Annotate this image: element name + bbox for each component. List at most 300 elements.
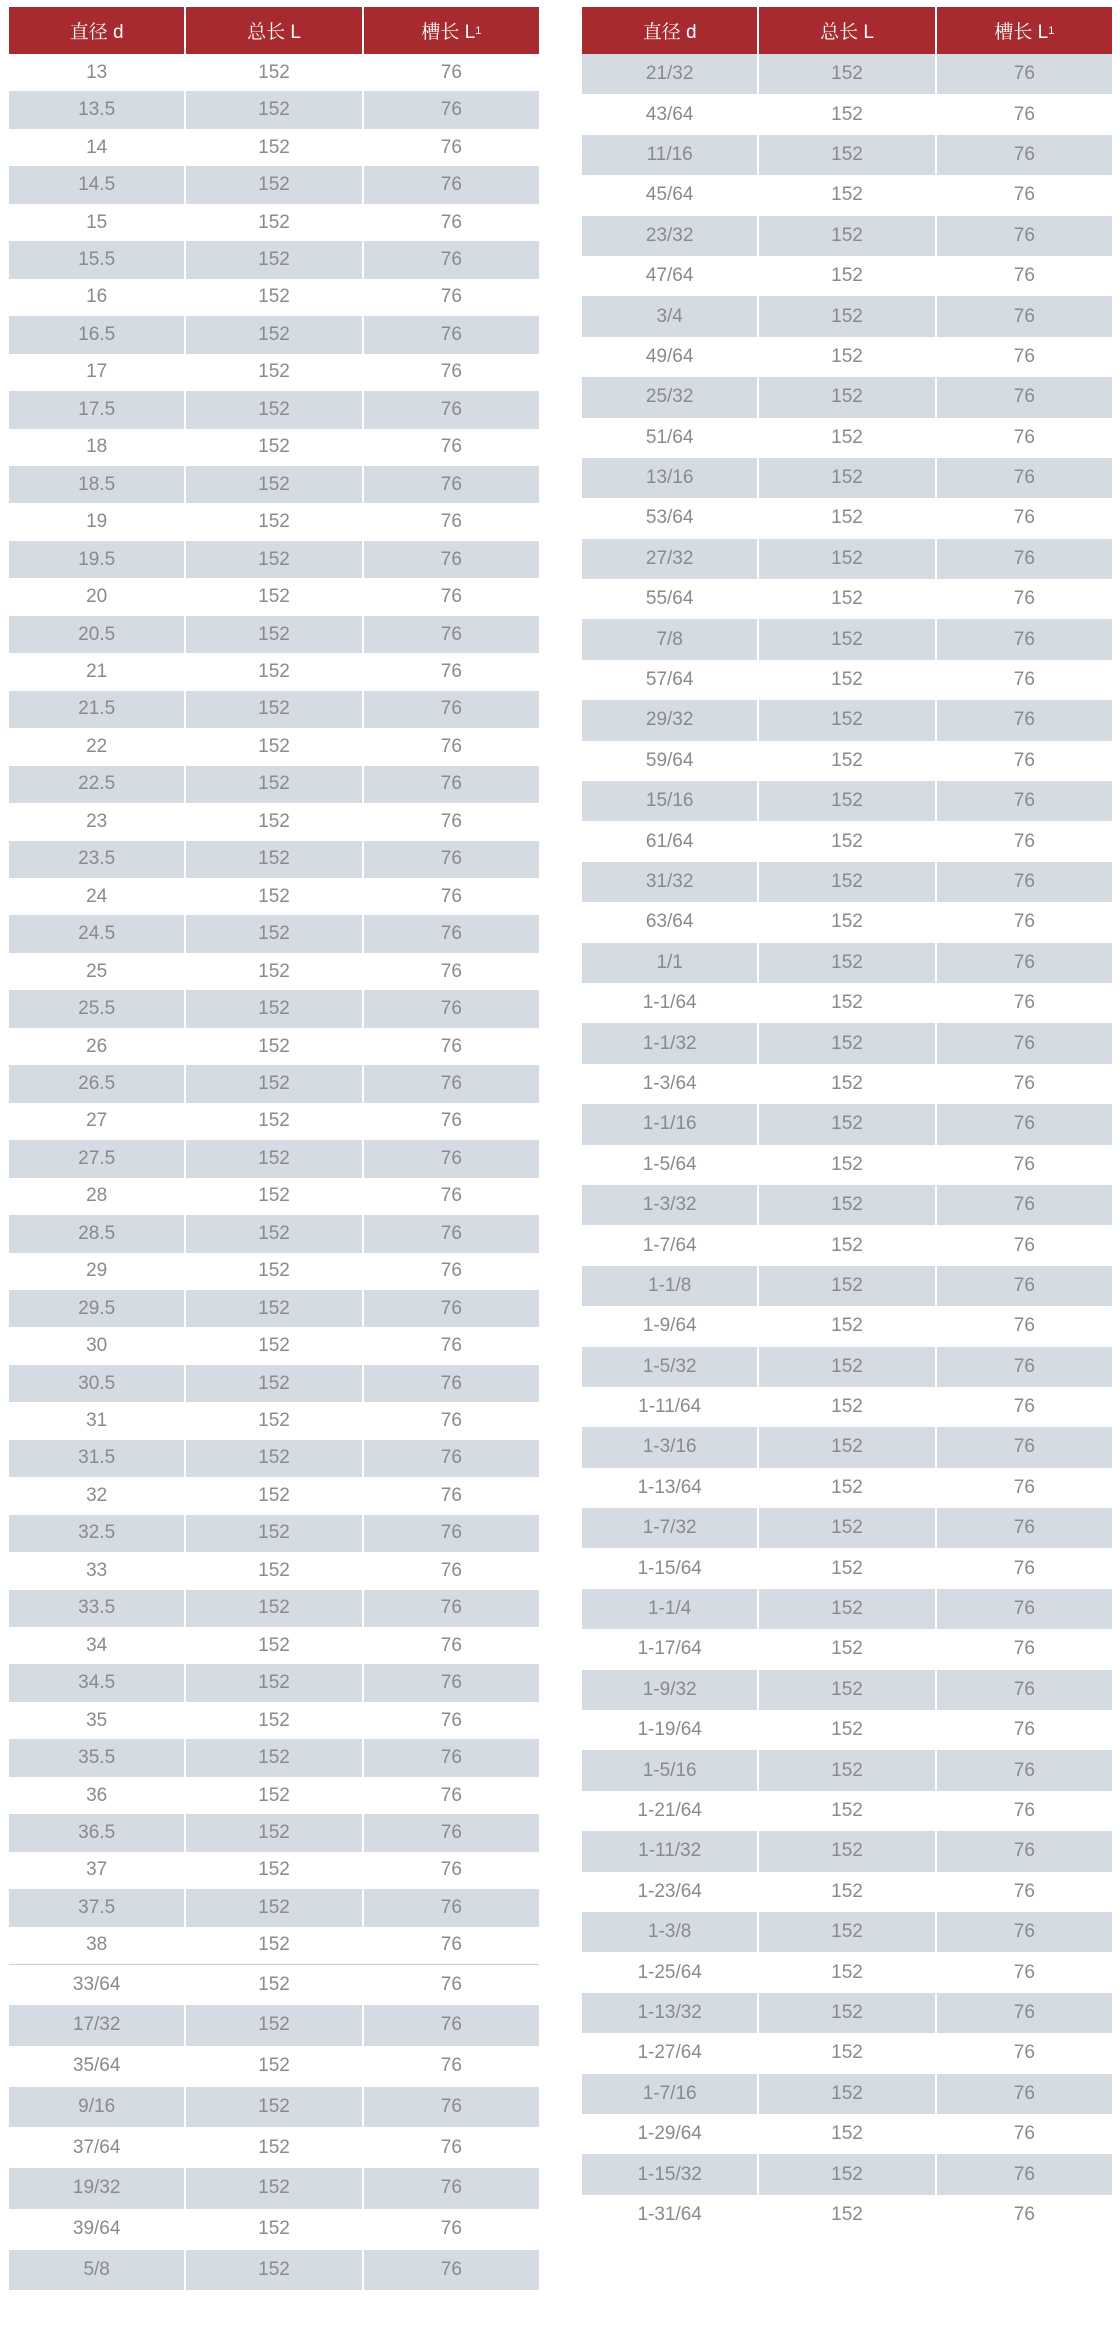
table-row [582, 1104, 1112, 1144]
cell-diameter: 29 [9, 1253, 186, 1290]
cell-flute-length: 76 [1013, 1759, 1035, 1781]
cell-total-length: 152 [759, 700, 936, 740]
cell-diameter: 30.5 [9, 1365, 186, 1402]
table-row [9, 1627, 539, 1664]
cell-diameter: 29/32 [582, 700, 759, 740]
cell-total-length: 152 [186, 1178, 363, 1215]
header-diameter: 直径 d [582, 7, 759, 54]
header-flute-length: 槽长 L 1 [994, 22, 1055, 43]
cell-total-length: 152 [186, 990, 363, 1027]
table-row [9, 878, 539, 915]
cell-diameter: 1-31/64 [582, 2195, 759, 2235]
cell-flute-length: 76 [1013, 749, 1035, 771]
table-row [9, 1028, 539, 1065]
cell-diameter: 1-11/32 [582, 1831, 759, 1871]
cell-diameter: 1-23/64 [582, 1872, 759, 1912]
cell-total-length: 152 [759, 418, 936, 458]
table-row [9, 915, 539, 952]
cell-diameter: 38 [9, 1927, 186, 1964]
cell-flute-length: 76 [1013, 426, 1035, 448]
cell-flute-length: 76 [440, 1747, 462, 1769]
cell-flute-length: 76 [440, 1410, 462, 1432]
cell-total-length: 152 [186, 54, 363, 91]
cell-flute-length: 76 [440, 1447, 462, 1469]
cell-flute-length: 76 [440, 548, 462, 570]
cell-total-length: 152 [186, 241, 363, 278]
cell-diameter: 9/16 [9, 2087, 186, 2128]
cell-total-length: 152 [759, 1104, 936, 1144]
cell-flute-length: 76 [1013, 305, 1035, 327]
table-row [582, 902, 1112, 942]
cell-diameter: 35.5 [9, 1739, 186, 1776]
cell-total-length: 152 [759, 1508, 936, 1548]
cell-flute-length: 76 [1013, 1719, 1035, 1741]
cell-diameter: 35/64 [9, 2046, 186, 2087]
table-row [9, 466, 539, 503]
cell-total-length: 152 [759, 983, 936, 1023]
cell-diameter: 53/64 [582, 498, 759, 538]
cell-total-length: 152 [186, 1515, 363, 1552]
cell-total-length: 152 [759, 1064, 936, 1104]
table-row [9, 841, 539, 878]
table-row [9, 803, 539, 840]
cell-total-length: 152 [759, 579, 936, 619]
cell-flute-length: 76 [440, 398, 462, 420]
cell-flute-length: 76 [440, 2218, 462, 2240]
cell-flute-length: 76 [1013, 1396, 1035, 1418]
cell-flute-length: 76 [1013, 1638, 1035, 1660]
cell-flute-length: 76 [440, 286, 462, 308]
cell-flute-length: 76 [1013, 507, 1035, 529]
cell-total-length: 152 [759, 1023, 936, 1063]
cell-total-length: 152 [186, 1552, 363, 1589]
cell-total-length: 152 [759, 1548, 936, 1588]
table-row [582, 1791, 1112, 1831]
table-row [582, 1872, 1112, 1912]
cell-flute-length: 76 [1013, 1921, 1035, 1943]
cell-total-length: 152 [759, 296, 936, 336]
cell-diameter: 1-21/64 [582, 1791, 759, 1831]
table-row [582, 1225, 1112, 1265]
cell-diameter: 1-1/32 [582, 1023, 759, 1063]
table-row [9, 1065, 539, 1102]
cell-diameter: 27 [9, 1103, 186, 1140]
cell-diameter: 25/32 [582, 377, 759, 417]
table-row [9, 2046, 539, 2087]
left-spec-table [9, 7, 539, 2290]
cell-diameter: 25 [9, 953, 186, 990]
cell-diameter: 1-3/64 [582, 1064, 759, 1104]
table-row [9, 990, 539, 1027]
cell-diameter: 1-17/64 [582, 1629, 759, 1669]
cell-total-length: 152 [759, 1831, 936, 1871]
cell-diameter: 18.5 [9, 466, 186, 503]
cell-diameter: 3/4 [582, 296, 759, 336]
cell-diameter: 33/64 [9, 1965, 186, 2005]
cell-flute-length: 76 [440, 1634, 462, 1656]
cell-diameter: 31/32 [582, 862, 759, 902]
table-row [582, 1629, 1112, 1669]
cell-total-length: 152 [759, 54, 936, 94]
table-row [582, 741, 1112, 781]
cell-total-length: 152 [186, 1440, 363, 1477]
cell-total-length: 152 [186, 1590, 363, 1627]
cell-total-length: 152 [186, 1477, 363, 1514]
table-row [9, 2250, 539, 2291]
cell-flute-length: 76 [1013, 63, 1035, 85]
cell-total-length: 152 [186, 1028, 363, 1065]
cell-diameter: 36.5 [9, 1814, 186, 1851]
table-row [582, 1993, 1112, 2033]
table-row [582, 1750, 1112, 1790]
table-row [582, 943, 1112, 983]
cell-flute-length: 76 [1013, 2123, 1035, 2145]
cell-diameter: 5/8 [9, 2250, 186, 2291]
cell-flute-length: 76 [1013, 2163, 1035, 2185]
table-row [582, 1427, 1112, 1467]
cell-flute-length: 76 [440, 2095, 462, 2117]
cell-total-length: 152 [759, 1225, 936, 1265]
cell-diameter: 23.5 [9, 841, 186, 878]
cell-total-length: 152 [186, 1664, 363, 1701]
cell-diameter: 1-1/16 [582, 1104, 759, 1144]
cell-diameter: 1-5/16 [582, 1750, 759, 1790]
cell-flute-length: 76 [440, 1110, 462, 1132]
table-row [9, 1739, 539, 1776]
cell-flute-length: 76 [1013, 1072, 1035, 1094]
table-row [582, 619, 1112, 659]
cell-diameter: 15 [9, 204, 186, 241]
cell-total-length: 152 [186, 915, 363, 952]
cell-total-length: 152 [759, 1993, 936, 2033]
cell-flute-length: 76 [440, 848, 462, 870]
cell-diameter: 1-7/32 [582, 1508, 759, 1548]
cell-total-length: 152 [186, 1140, 363, 1177]
table-row [9, 2168, 539, 2209]
cell-diameter: 1-25/64 [582, 1952, 759, 1992]
table-row [9, 1590, 539, 1627]
table-row [582, 1912, 1112, 1952]
cell-diameter: 49/64 [582, 337, 759, 377]
cell-diameter: 1-13/64 [582, 1468, 759, 1508]
cell-total-length: 152 [759, 1589, 936, 1629]
cell-flute-length: 76 [440, 623, 462, 645]
table-row [9, 54, 539, 91]
cell-total-length: 152 [759, 1387, 936, 1427]
cell-diameter: 31 [9, 1402, 186, 1439]
table-row [582, 1266, 1112, 1306]
table-row [9, 503, 539, 540]
cell-diameter: 20.5 [9, 616, 186, 653]
cell-diameter: 22 [9, 728, 186, 765]
cell-flute-length: 76 [440, 735, 462, 757]
cell-diameter: 39/64 [9, 2209, 186, 2250]
table-row [9, 541, 539, 578]
cell-diameter: 21 [9, 653, 186, 690]
cell-flute-length: 76 [440, 1784, 462, 1806]
cell-total-length: 152 [759, 135, 936, 175]
cell-flute-length: 76 [1013, 386, 1035, 408]
cell-diameter: 13/16 [582, 458, 759, 498]
cell-diameter: 1-27/64 [582, 2033, 759, 2073]
cell-flute-length: 76 [440, 1185, 462, 1207]
table-row [9, 728, 539, 765]
cell-flute-length: 76 [440, 1072, 462, 1094]
table-row [582, 1145, 1112, 1185]
cell-diameter: 23/32 [582, 216, 759, 256]
table-row [9, 166, 539, 203]
table-row [582, 1023, 1112, 1063]
cell-total-length: 152 [186, 503, 363, 540]
cell-total-length: 152 [186, 204, 363, 241]
cell-total-length: 152 [186, 1365, 363, 1402]
cell-total-length: 152 [759, 1670, 936, 1710]
cell-total-length: 152 [759, 1347, 936, 1387]
cell-total-length: 152 [186, 129, 363, 166]
cell-total-length: 152 [759, 2154, 936, 2194]
cell-total-length: 152 [759, 539, 936, 579]
table-row [582, 1670, 1112, 1710]
table-header [9, 7, 539, 54]
cell-total-length: 152 [186, 1103, 363, 1140]
cell-flute-length: 76 [1013, 1274, 1035, 1296]
cell-flute-length: 76 [440, 1597, 462, 1619]
table-row [582, 2154, 1112, 2194]
cell-diameter: 18 [9, 429, 186, 466]
cell-flute-length: 76 [1013, 1355, 1035, 1377]
inch-rows [582, 54, 1112, 2235]
cell-diameter: 17 [9, 354, 186, 391]
table-row [9, 1889, 539, 1926]
table-row [582, 54, 1112, 94]
cell-flute-length: 76 [440, 1260, 462, 1282]
table-row [9, 1477, 539, 1514]
table-row [9, 1215, 539, 1252]
table-row [9, 1927, 539, 1964]
cell-flute-length: 76 [440, 660, 462, 682]
cell-flute-length: 76 [1013, 103, 1035, 125]
cell-flute-length: 76 [1013, 1153, 1035, 1175]
cell-total-length: 152 [759, 94, 936, 134]
cell-flute-length: 76 [440, 1297, 462, 1319]
cell-flute-length: 76 [1013, 143, 1035, 165]
cell-diameter: 32 [9, 1477, 186, 1514]
cell-diameter: 11/16 [582, 135, 759, 175]
cell-diameter: 17/32 [9, 2005, 186, 2046]
cell-flute-length: 76 [440, 1222, 462, 1244]
cell-diameter: 27.5 [9, 1140, 186, 1177]
cell-flute-length: 76 [1013, 184, 1035, 206]
table-row [9, 1327, 539, 1364]
cell-diameter: 34.5 [9, 1664, 186, 1701]
cell-flute-length: 76 [440, 323, 462, 345]
table-row [582, 337, 1112, 377]
cell-flute-length: 76 [1013, 1234, 1035, 1256]
cell-flute-length: 76 [440, 998, 462, 1020]
cell-total-length: 152 [186, 166, 363, 203]
cell-diameter: 26 [9, 1028, 186, 1065]
cell-flute-length: 76 [440, 698, 462, 720]
cell-diameter: 1-1/4 [582, 1589, 759, 1629]
table-row [9, 1814, 539, 1851]
cell-flute-length: 76 [1013, 1961, 1035, 1983]
cell-flute-length: 76 [440, 960, 462, 982]
cell-total-length: 152 [759, 1750, 936, 1790]
table-row [9, 2005, 539, 2046]
table-row [582, 1468, 1112, 1508]
cell-total-length: 152 [186, 1065, 363, 1102]
metric-rows [9, 54, 539, 1964]
cell-flute-length: 76 [1013, 911, 1035, 933]
table-header [582, 7, 1112, 54]
cell-diameter: 31.5 [9, 1440, 186, 1477]
cell-total-length: 152 [186, 1852, 363, 1889]
table-row [582, 1387, 1112, 1427]
cell-total-length: 152 [759, 781, 936, 821]
table-row [9, 1178, 539, 1215]
cell-diameter: 43/64 [582, 94, 759, 134]
table-row [9, 204, 539, 241]
cell-total-length: 152 [759, 1145, 936, 1185]
table-row [9, 1140, 539, 1177]
cell-diameter: 1-29/64 [582, 2114, 759, 2154]
cell-total-length: 152 [759, 943, 936, 983]
cell-flute-length: 76 [440, 2055, 462, 2077]
table-row [9, 316, 539, 353]
cell-flute-length: 76 [1013, 830, 1035, 852]
cell-flute-length: 76 [440, 211, 462, 233]
table-row [582, 175, 1112, 215]
table-row [9, 616, 539, 653]
cell-diameter: 13 [9, 54, 186, 91]
cell-total-length: 152 [186, 1927, 363, 1964]
cell-diameter: 28.5 [9, 1215, 186, 1252]
cell-total-length: 152 [759, 1427, 936, 1467]
table-row [9, 2209, 539, 2250]
cell-total-length: 152 [759, 2033, 936, 2073]
cell-flute-length: 76 [440, 1035, 462, 1057]
cell-diameter: 57/64 [582, 660, 759, 700]
cell-total-length: 152 [186, 541, 363, 578]
table-row [582, 94, 1112, 134]
cell-diameter: 1-15/32 [582, 2154, 759, 2194]
table-row [582, 1548, 1112, 1588]
table-row [582, 458, 1112, 498]
cell-total-length: 152 [186, 354, 363, 391]
cell-flute-length: 76 [440, 1147, 462, 1169]
table-row [582, 1508, 1112, 1548]
cell-flute-length: 76 [440, 2259, 462, 2281]
table-row [582, 2074, 1112, 2114]
cell-diameter: 28 [9, 1178, 186, 1215]
cell-flute-length: 76 [1013, 2042, 1035, 2064]
cell-diameter: 23 [9, 803, 186, 840]
cell-flute-length: 76 [1013, 1799, 1035, 1821]
cell-diameter: 1-1/8 [582, 1266, 759, 1306]
cell-total-length: 152 [759, 2114, 936, 2154]
header-flute-length: 槽长 L 1 [421, 22, 482, 43]
table-row [582, 296, 1112, 336]
cell-diameter: 59/64 [582, 741, 759, 781]
cell-diameter: 1-9/64 [582, 1306, 759, 1346]
cell-total-length: 152 [759, 256, 936, 296]
cell-flute-length: 76 [440, 1335, 462, 1357]
cell-diameter: 37.5 [9, 1889, 186, 1926]
cell-flute-length: 76 [1013, 790, 1035, 812]
cell-total-length: 152 [186, 2005, 363, 2046]
cell-total-length: 152 [759, 216, 936, 256]
header-total-length: 总长 L [186, 7, 363, 54]
table-row [9, 1777, 539, 1814]
cell-total-length: 152 [186, 279, 363, 316]
table-row [9, 1440, 539, 1477]
cell-flute-length: 76 [440, 436, 462, 458]
table-row [582, 1589, 1112, 1629]
cell-total-length: 152 [759, 377, 936, 417]
table-row [582, 256, 1112, 296]
cell-total-length: 152 [759, 1912, 936, 1952]
cell-flute-length: 76 [1013, 2203, 1035, 2225]
cell-flute-length: 76 [440, 1709, 462, 1731]
cell-flute-length: 76 [440, 2014, 462, 2036]
cell-flute-length: 76 [1013, 992, 1035, 1014]
table-row [582, 377, 1112, 417]
cell-flute-length: 76 [440, 586, 462, 608]
cell-flute-length: 76 [440, 773, 462, 795]
cell-diameter: 27/32 [582, 539, 759, 579]
cell-flute-length: 76 [1013, 467, 1035, 489]
cell-flute-length: 76 [1013, 588, 1035, 610]
table-row [9, 129, 539, 166]
table-row [9, 1552, 539, 1589]
cell-flute-length: 76 [1013, 871, 1035, 892]
cell-diameter: 36 [9, 1777, 186, 1814]
cell-total-length: 152 [759, 862, 936, 902]
cell-diameter: 30 [9, 1327, 186, 1364]
cell-diameter: 1-5/32 [582, 1347, 759, 1387]
cell-flute-length: 76 [1013, 1517, 1035, 1539]
cell-total-length: 152 [759, 902, 936, 942]
table-row [582, 1710, 1112, 1750]
cell-diameter: 17.5 [9, 391, 186, 428]
cell-total-length: 152 [759, 821, 936, 861]
cell-flute-length: 76 [440, 1974, 462, 1995]
cell-total-length: 152 [759, 619, 936, 659]
header-total-length: 总长 L [759, 7, 936, 54]
cell-total-length: 152 [759, 1629, 936, 1669]
cell-flute-length: 76 [440, 2136, 462, 2158]
cell-total-length: 152 [186, 91, 363, 128]
table-row [9, 1103, 539, 1140]
cell-total-length: 152 [186, 466, 363, 503]
cell-flute-length: 76 [440, 361, 462, 383]
cell-total-length: 152 [759, 337, 936, 377]
cell-total-length: 152 [186, 728, 363, 765]
table-row [9, 279, 539, 316]
cell-flute-length: 76 [1013, 547, 1035, 569]
table-row [9, 953, 539, 990]
cell-diameter: 1-15/64 [582, 1548, 759, 1588]
cell-total-length: 152 [186, 2168, 363, 2209]
cell-flute-length: 76 [440, 136, 462, 158]
cell-flute-length: 76 [440, 61, 462, 83]
cell-diameter: 37 [9, 1852, 186, 1889]
table-row [9, 2127, 539, 2168]
table-row [9, 1852, 539, 1889]
table-row [582, 498, 1112, 538]
cell-total-length: 152 [759, 458, 936, 498]
table-row [582, 983, 1112, 1023]
